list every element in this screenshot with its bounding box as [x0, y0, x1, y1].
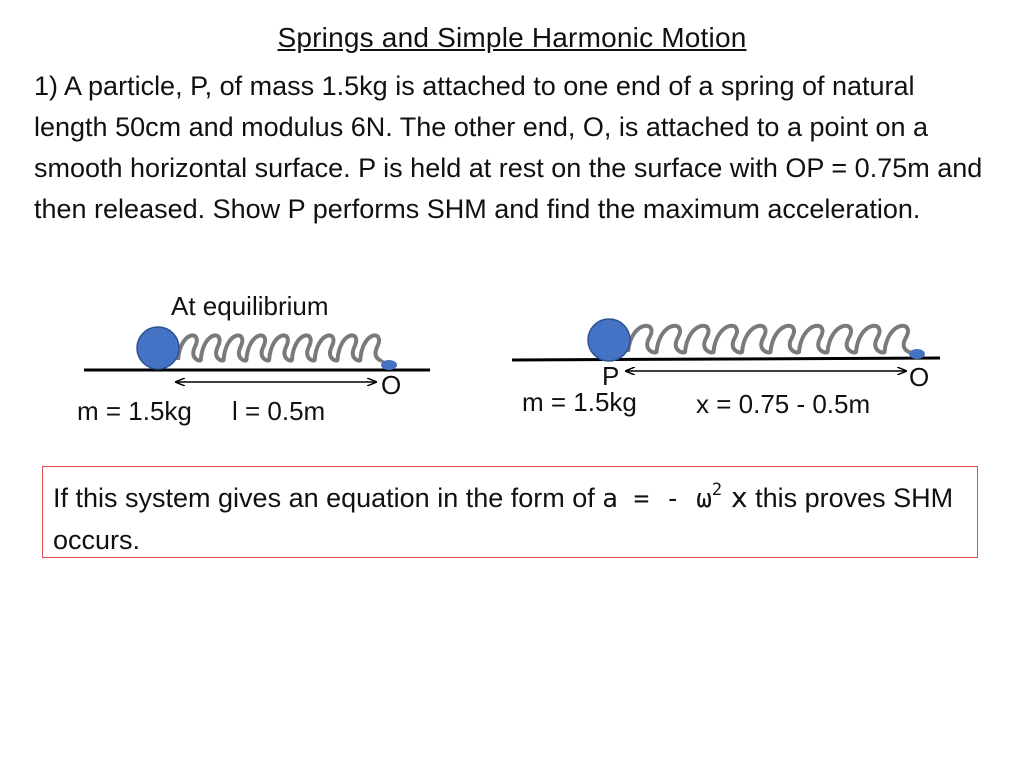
mass-label-right: m = 1.5kg	[522, 387, 637, 417]
callout-text-after: this proves SHM occurs.	[53, 483, 954, 555]
particle-right	[588, 319, 630, 361]
formula-exponent: 2	[711, 480, 723, 500]
particle-left	[137, 327, 179, 369]
anchor-label-right: O	[909, 362, 930, 392]
length-label-left: l = 0.5m	[232, 396, 326, 426]
callout-text-before: If this system gives an equation in the form of	[53, 483, 603, 513]
formula-main: a = - ω	[602, 484, 712, 514]
formula-variable: x	[722, 481, 748, 514]
particle-label-right: P	[602, 361, 620, 391]
anchor-point-right	[909, 349, 925, 359]
spring-left	[178, 335, 383, 360]
equilibrium-diagram	[84, 327, 430, 382]
anchor-point-left	[381, 360, 397, 370]
shm-formula	[602, 480, 748, 514]
surface-line-right	[512, 358, 940, 360]
question-text: 1) A particle, P, of mass 1.5kg is attached to one end of a spring of natural length 50cm and modulus 6N. The other end, O, is attached to a point on a smooth horizontal surface. P is held at rest on the surface with OP = 0.75m and then released. Show P performs SHM and find the maximum acceleration.	[34, 71, 983, 224]
extended-diagram	[512, 319, 940, 371]
anchor-label-left: O	[381, 370, 402, 400]
extension-label-right: x = 0.75 - 0.5m	[696, 389, 871, 419]
mass-label-left: m = 1.5kg	[77, 396, 192, 426]
shm-condition-box	[42, 466, 978, 558]
spring-right	[628, 326, 913, 353]
slide-title: Springs and Simple Harmonic Motion	[277, 22, 747, 53]
equilibrium-heading: At equilibrium	[171, 291, 329, 321]
